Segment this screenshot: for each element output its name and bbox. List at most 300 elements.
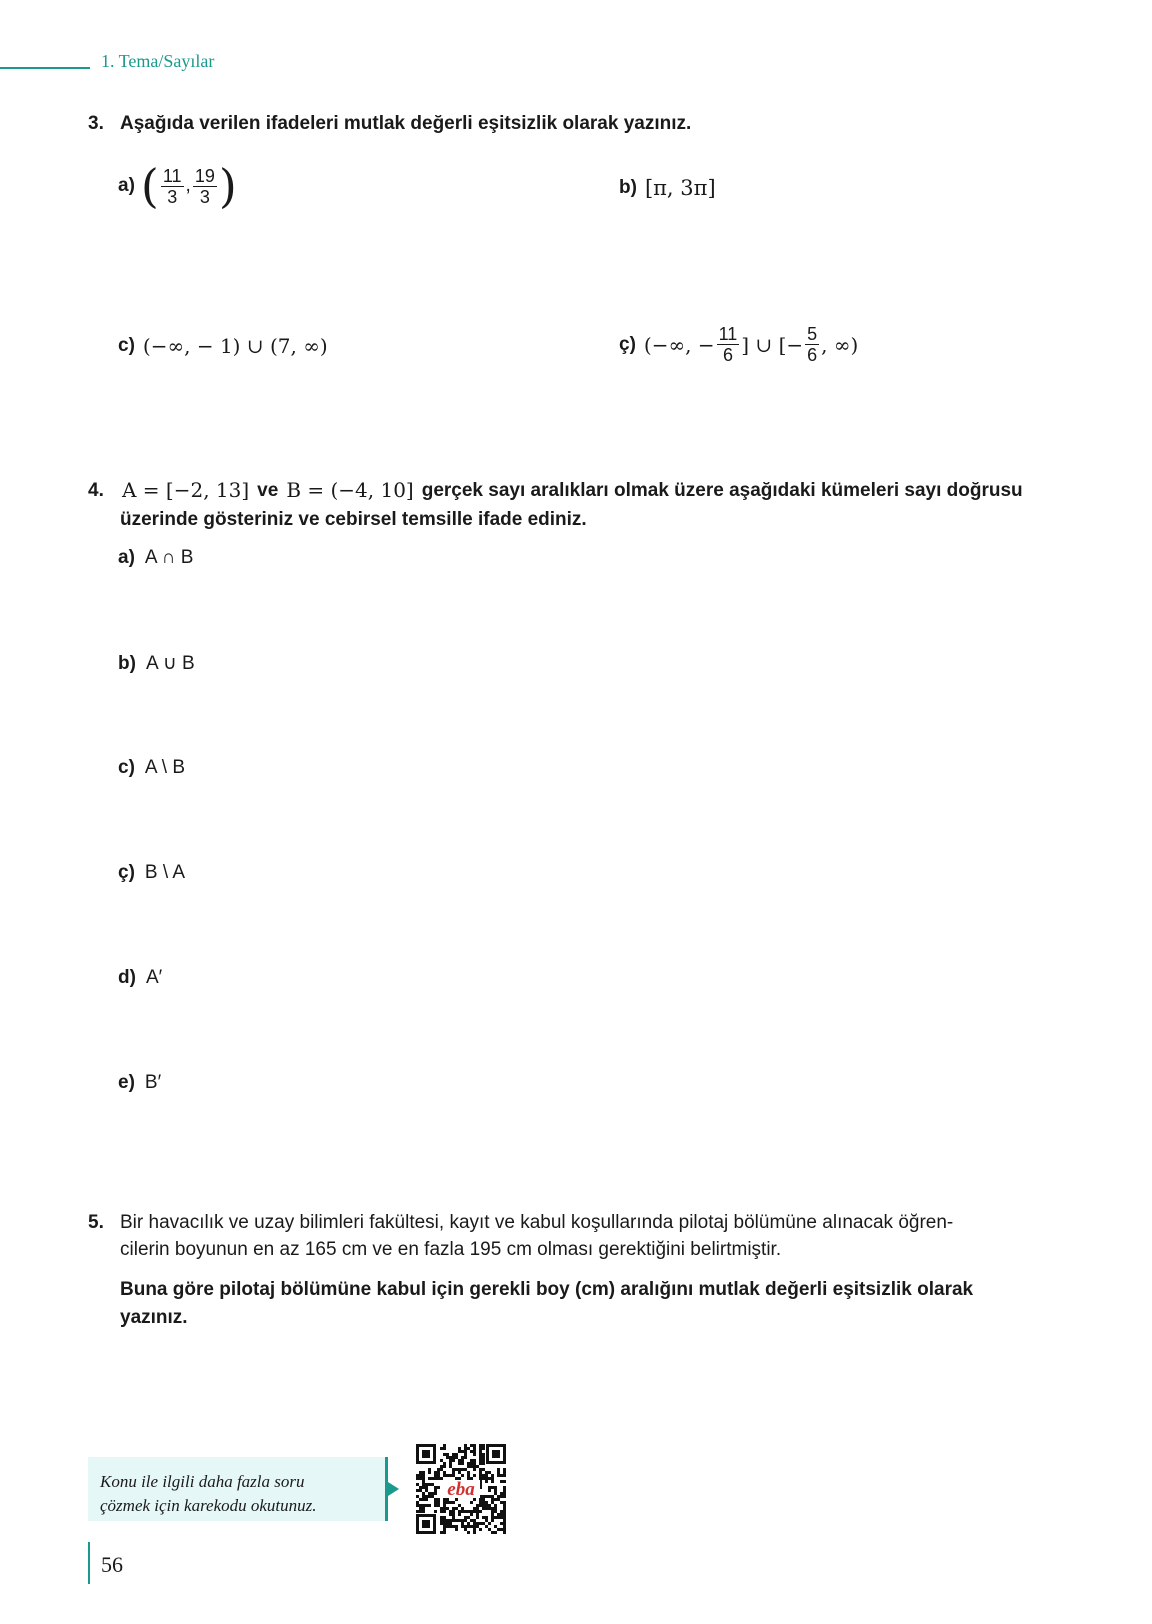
q4-item-c-label: c)	[118, 757, 135, 778]
qr-module	[482, 1474, 485, 1477]
qr-module	[482, 1447, 485, 1450]
qr-module	[494, 1507, 497, 1510]
q3-cc-pre: (−∞, −	[643, 332, 715, 357]
qr-module	[464, 1525, 467, 1528]
qr-module	[479, 1477, 482, 1480]
q4-set-a: A = [−2, 13]	[122, 478, 250, 502]
qr-module	[419, 1507, 422, 1510]
qr-finder-bottom-left	[416, 1514, 436, 1534]
qr-module	[419, 1471, 422, 1474]
qr-module	[479, 1474, 482, 1477]
qr-module	[440, 1531, 443, 1534]
qr-module	[443, 1453, 446, 1456]
qr-module	[455, 1453, 458, 1456]
q3-b	[619, 176, 716, 200]
qr-module	[500, 1516, 503, 1519]
qr-module	[443, 1447, 446, 1450]
q3-b-expr: [π, 3π]	[644, 176, 716, 200]
qr-module	[488, 1507, 491, 1510]
qr-module	[428, 1495, 431, 1498]
qr-module	[452, 1516, 455, 1519]
qr-module	[434, 1474, 437, 1477]
qr-module	[467, 1465, 470, 1468]
qr-module	[422, 1486, 425, 1489]
qr-module	[437, 1474, 440, 1477]
qr-module	[473, 1528, 476, 1531]
qr-module	[470, 1510, 473, 1513]
qr-module	[482, 1516, 485, 1519]
qr-module	[467, 1462, 470, 1465]
qr-module	[485, 1474, 488, 1477]
qr-module	[443, 1498, 446, 1501]
qr-module	[476, 1465, 479, 1468]
qr-module	[491, 1486, 494, 1489]
q3-c-expr: (−∞, − 1) ∪ (7, ∞)	[142, 334, 328, 358]
qr-module	[422, 1474, 425, 1477]
qr-module	[446, 1501, 449, 1504]
qr-module	[479, 1471, 482, 1474]
qr-module	[494, 1510, 497, 1513]
qr-info-line1: Konu ile ilgili daha fazla soru	[100, 1472, 305, 1491]
qr-module	[500, 1495, 503, 1498]
qr-module	[446, 1525, 449, 1528]
qr-module	[479, 1453, 482, 1456]
q4-item-e-expr: B′	[144, 1072, 162, 1093]
qr-module	[434, 1477, 437, 1480]
qr-module	[419, 1504, 422, 1507]
qr-module	[440, 1468, 443, 1471]
qr-module	[458, 1450, 461, 1453]
qr-module	[461, 1519, 464, 1522]
qr-module	[461, 1474, 464, 1477]
qr-logo-eba: eba	[447, 1479, 475, 1500]
qr-module	[419, 1510, 422, 1513]
qr-module	[440, 1510, 443, 1513]
qr-module	[458, 1459, 461, 1462]
qr-module	[488, 1486, 491, 1489]
qr-module	[488, 1528, 491, 1531]
qr-module	[443, 1525, 446, 1528]
qr-module	[434, 1471, 437, 1474]
header-title: 1. Tema/Sayılar	[101, 51, 215, 71]
q4-item-e-label: e)	[118, 1072, 135, 1093]
q3-a-d1: 3	[167, 186, 178, 207]
qr-module	[446, 1456, 449, 1459]
qr-module	[422, 1483, 425, 1486]
qr-module	[422, 1507, 425, 1510]
qr-module	[422, 1477, 425, 1480]
qr-module	[428, 1504, 431, 1507]
q3-a-frac1	[161, 166, 184, 207]
qr-module	[449, 1456, 452, 1459]
qr-module	[476, 1507, 479, 1510]
qr-module	[461, 1450, 464, 1453]
qr-module	[491, 1498, 494, 1501]
qr-module	[440, 1519, 443, 1522]
q4-ve: ve	[257, 480, 279, 501]
q3-a-n1: 11	[162, 165, 182, 186]
qr-module	[443, 1504, 446, 1507]
qr-module	[473, 1444, 476, 1447]
qr-module	[503, 1510, 506, 1513]
qr-module	[467, 1471, 470, 1474]
qr-module	[497, 1495, 500, 1498]
qr-module	[482, 1459, 485, 1462]
qr-module	[446, 1519, 449, 1522]
qr-module	[461, 1522, 464, 1525]
qr-module	[479, 1501, 482, 1504]
qr-module	[452, 1459, 455, 1462]
qr-module	[437, 1477, 440, 1480]
qr-module	[461, 1510, 464, 1513]
qr-module	[479, 1450, 482, 1453]
qr-module	[455, 1525, 458, 1528]
qr-module	[476, 1510, 479, 1513]
qr-module	[446, 1507, 449, 1510]
qr-module	[488, 1477, 491, 1480]
qr-module	[503, 1516, 506, 1519]
qr-module	[452, 1471, 455, 1474]
qr-module	[491, 1507, 494, 1510]
q3-cc	[619, 324, 858, 365]
qr-module	[473, 1507, 476, 1510]
qr-module	[485, 1501, 488, 1504]
q4-item-b	[118, 652, 195, 675]
qr-module	[452, 1453, 455, 1456]
qr-module	[464, 1453, 467, 1456]
q5-question-line2: yazınız.	[120, 1307, 188, 1328]
qr-module	[503, 1489, 506, 1492]
qr-module	[443, 1528, 446, 1531]
qr-module	[461, 1525, 464, 1528]
qr-module	[443, 1522, 446, 1525]
qr-module	[422, 1498, 425, 1501]
qr-module	[482, 1477, 485, 1480]
qr-arrow-icon	[388, 1482, 399, 1496]
q4-set-b: B = (−4, 10]	[286, 478, 414, 502]
qr-module	[452, 1513, 455, 1516]
qr-module	[443, 1465, 446, 1468]
qr-module	[470, 1519, 473, 1522]
q3-cc-frac1	[717, 324, 740, 365]
qr-module	[503, 1507, 506, 1510]
qr-module	[437, 1471, 440, 1474]
qr-module	[461, 1507, 464, 1510]
qr-module	[473, 1531, 476, 1534]
qr-module	[437, 1501, 440, 1504]
qr-module	[485, 1477, 488, 1480]
qr-module	[494, 1489, 497, 1492]
q4-item-b-expr: A ∪ B	[145, 653, 195, 674]
qr-module	[467, 1510, 470, 1513]
qr-module	[449, 1510, 452, 1513]
q5-line1: Bir havacılık ve uzay bilimleri fakültesi, kayıt ve kabul koşullarında pilotaj bölümüne alınacak öğren-	[120, 1212, 954, 1233]
q3-cc-d1: 6	[722, 345, 733, 365]
qr-module	[473, 1525, 476, 1528]
qr-module	[503, 1501, 506, 1504]
qr-module	[488, 1504, 491, 1507]
qr-module	[446, 1453, 449, 1456]
q4-prompt-line2: üzerinde gösteriniz ve cebirsel temsille ifade ediniz.	[120, 509, 587, 530]
qr-module	[473, 1474, 476, 1477]
qr-module	[416, 1477, 419, 1480]
qr-module	[470, 1465, 473, 1468]
qr-module	[485, 1507, 488, 1510]
qr-module	[416, 1483, 419, 1486]
q3-cc-n1: 11	[718, 324, 738, 344]
page-number: 56	[101, 1552, 123, 1577]
qr-module	[419, 1474, 422, 1477]
qr-module	[473, 1468, 476, 1471]
q3-cc-mid: ] ∪ [−	[741, 332, 804, 357]
qr-module	[422, 1504, 425, 1507]
qr-module	[425, 1498, 428, 1501]
q4-item-a	[118, 547, 193, 569]
qr-module	[452, 1468, 455, 1471]
qr-module	[434, 1489, 437, 1492]
qr-module	[494, 1516, 497, 1519]
qr-module	[458, 1504, 461, 1507]
qr-module	[473, 1447, 476, 1450]
qr-module	[482, 1468, 485, 1471]
q4-number: 4.	[88, 480, 104, 501]
qr-module	[446, 1522, 449, 1525]
qr-module	[449, 1459, 452, 1462]
qr-module	[494, 1525, 497, 1528]
qr-module	[464, 1516, 467, 1519]
q3-a-open-paren: (	[140, 159, 159, 213]
qr-module	[476, 1525, 479, 1528]
qr-module	[440, 1459, 443, 1462]
qr-module	[458, 1447, 461, 1450]
qr-module	[500, 1513, 503, 1516]
qr-module	[422, 1471, 425, 1474]
qr-module	[467, 1516, 470, 1519]
qr-module	[482, 1453, 485, 1456]
qr-module	[491, 1513, 494, 1516]
qr-module	[482, 1501, 485, 1504]
qr-module	[497, 1474, 500, 1477]
q4-item-cc-expr: B \ A	[144, 862, 186, 883]
q4-prompt-line1	[122, 477, 1023, 504]
qr-module	[443, 1444, 446, 1447]
qr-module	[443, 1510, 446, 1513]
qr-module	[503, 1513, 506, 1516]
qr-module	[503, 1471, 506, 1474]
qr-module	[449, 1513, 452, 1516]
q5-number: 5.	[88, 1212, 104, 1233]
q4-item-cc	[118, 862, 185, 884]
q3-a-d2: 3	[199, 186, 210, 207]
qr-module	[479, 1444, 482, 1447]
qr-module	[455, 1468, 458, 1471]
qr-module	[470, 1459, 473, 1462]
qr-module	[440, 1447, 443, 1450]
qr-module	[443, 1519, 446, 1522]
qr-module	[461, 1459, 464, 1462]
qr-module	[416, 1495, 419, 1498]
qr-module	[440, 1522, 443, 1525]
q3-a-sep: ,	[185, 175, 191, 196]
qr-module	[485, 1504, 488, 1507]
q4-item-d-expr: A′	[145, 967, 163, 988]
q3-cc-d2: 6	[807, 345, 818, 365]
q3-c-label: c)	[118, 335, 135, 356]
qr-info-text	[100, 1470, 380, 1518]
q3-c	[118, 334, 328, 358]
qr-module	[491, 1501, 494, 1504]
qr-module	[449, 1522, 452, 1525]
qr-module	[503, 1528, 506, 1531]
q4-item-c-expr: A \ B	[144, 757, 186, 778]
qr-module	[425, 1486, 428, 1489]
q3-a-label: a)	[118, 175, 135, 196]
qr-module	[470, 1525, 473, 1528]
qr-module	[503, 1525, 506, 1528]
qr-module	[485, 1525, 488, 1528]
q3-b-label: b)	[619, 177, 637, 198]
qr-module	[485, 1471, 488, 1474]
qr-module	[470, 1513, 473, 1516]
qr-module	[500, 1510, 503, 1513]
qr-module	[479, 1510, 482, 1513]
qr-module	[479, 1504, 482, 1507]
qr-module	[494, 1504, 497, 1507]
qr-module	[464, 1519, 467, 1522]
qr-module	[488, 1495, 491, 1498]
qr-module	[434, 1504, 437, 1507]
qr-module	[422, 1492, 425, 1495]
qr-module	[482, 1444, 485, 1447]
qr-module	[416, 1489, 419, 1492]
qr-module	[428, 1468, 431, 1471]
qr-module	[458, 1513, 461, 1516]
qr-module	[467, 1531, 470, 1534]
q5-line2: cilerin boyunun en az 165 cm ve en fazla 195 cm olması gerektiğini belirtmiştir.	[120, 1239, 782, 1260]
qr-module	[431, 1495, 434, 1498]
qr-module	[443, 1507, 446, 1510]
qr-module	[485, 1516, 488, 1519]
qr-module	[458, 1519, 461, 1522]
qr-module	[437, 1498, 440, 1501]
qr-module	[500, 1474, 503, 1477]
qr-module	[425, 1483, 428, 1486]
qr-module	[452, 1456, 455, 1459]
q3-a	[118, 159, 237, 213]
qr-module	[503, 1522, 506, 1525]
qr-module	[479, 1498, 482, 1501]
qr-module	[428, 1471, 431, 1474]
qr-module	[476, 1522, 479, 1525]
qr-module	[497, 1513, 500, 1516]
qr-module	[494, 1492, 497, 1495]
qr-module	[503, 1531, 506, 1534]
page-number-rule	[88, 1542, 90, 1584]
qr-module	[419, 1489, 422, 1492]
qr-info-line2: çözmek için karekodu okutunuz.	[100, 1496, 317, 1515]
qr-module	[476, 1516, 479, 1519]
qr-module	[497, 1516, 500, 1519]
qr-module	[467, 1447, 470, 1450]
qr-module	[464, 1450, 467, 1453]
qr-module	[458, 1510, 461, 1513]
qr-module	[464, 1510, 467, 1513]
qr-module	[491, 1495, 494, 1498]
qr-module	[446, 1474, 449, 1477]
qr-module	[449, 1519, 452, 1522]
qr-module	[425, 1504, 428, 1507]
qr-module	[440, 1507, 443, 1510]
qr-module	[479, 1468, 482, 1471]
qr-module	[434, 1492, 437, 1495]
qr-module	[449, 1462, 452, 1465]
qr-module	[419, 1498, 422, 1501]
qr-module	[503, 1504, 506, 1507]
qr-module	[431, 1477, 434, 1480]
qr-module	[503, 1519, 506, 1522]
qr-module	[455, 1528, 458, 1531]
qr-module	[434, 1498, 437, 1501]
qr-module	[431, 1492, 434, 1495]
qr-module	[458, 1462, 461, 1465]
qr-module	[479, 1522, 482, 1525]
q3-cc-n2: 5	[807, 324, 818, 344]
qr-module	[482, 1462, 485, 1465]
qr-code[interactable]	[416, 1444, 506, 1534]
qr-module	[437, 1486, 440, 1489]
qr-module	[473, 1459, 476, 1462]
qr-module	[464, 1468, 467, 1471]
qr-module	[479, 1462, 482, 1465]
q4-prompt-rest1: gerçek sayı aralıkları olmak üzere aşağıdaki kümeleri sayı doğrusu	[421, 480, 1023, 501]
qr-module	[488, 1471, 491, 1474]
q3-cc-post: , ∞)	[821, 332, 859, 357]
qr-module	[470, 1450, 473, 1453]
qr-module	[500, 1492, 503, 1495]
qr-module	[491, 1477, 494, 1480]
q4-item-a-expr: A ∩ B	[144, 547, 194, 568]
qr-module	[497, 1468, 500, 1471]
qr-module	[479, 1447, 482, 1450]
qr-module	[503, 1492, 506, 1495]
qr-module	[503, 1474, 506, 1477]
qr-module	[452, 1510, 455, 1513]
q3-cc-frac2	[805, 324, 819, 365]
qr-module	[500, 1522, 503, 1525]
qr-module	[467, 1525, 470, 1528]
qr-module	[479, 1459, 482, 1462]
qr-module	[443, 1516, 446, 1519]
qr-module	[422, 1480, 425, 1483]
qr-module	[455, 1456, 458, 1459]
q5-question-line1: Buna göre pilotaj bölümüne kabul için gerekli boy (cm) aralığını mutlak değerli eşitsizlik olarak	[120, 1279, 974, 1300]
q4-item-c	[118, 757, 185, 779]
qr-module	[464, 1456, 467, 1459]
qr-module	[440, 1477, 443, 1480]
q4-item-a-label: a)	[118, 547, 135, 568]
qr-module	[419, 1477, 422, 1480]
qr-module	[503, 1486, 506, 1489]
qr-module	[482, 1504, 485, 1507]
qr-module	[458, 1468, 461, 1471]
qr-module	[458, 1471, 461, 1474]
qr-module	[434, 1510, 437, 1513]
qr-module	[428, 1483, 431, 1486]
qr-module	[464, 1444, 467, 1447]
qr-module	[500, 1480, 503, 1483]
q4-item-b-label: b)	[118, 652, 136, 674]
qr-module	[482, 1522, 485, 1525]
